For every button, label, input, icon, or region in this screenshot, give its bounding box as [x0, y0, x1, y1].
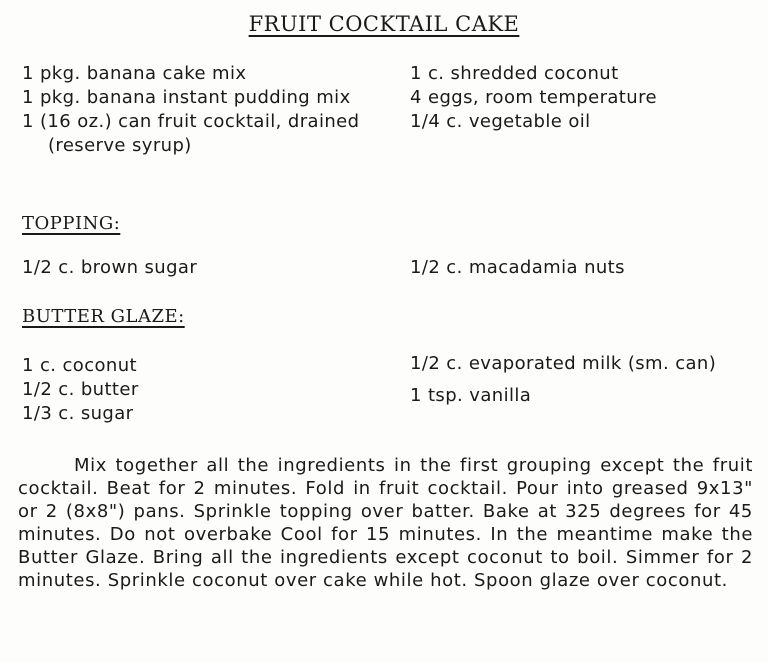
ingredient-item: 1/2 c. brown sugar: [22, 257, 198, 278]
ingredient-item: 1 tsp. vanilla: [410, 385, 532, 406]
topping-heading: TOPPING:: [22, 213, 121, 234]
butter-glaze-right: [410, 352, 750, 408]
butter-glaze-heading: BUTTER GLAZE:: [22, 306, 185, 327]
ingredient-item: 1 pkg. banana instant pudding mix: [22, 87, 351, 108]
ingredient-item: 1/4 c. vegetable oil: [410, 111, 591, 132]
ingredient-item: 1 pkg. banana cake mix: [22, 63, 247, 84]
topping-left: [22, 256, 392, 280]
ingredient-item: 4 eggs, room temperature: [410, 87, 657, 108]
ingredient-item: 1/2 c. butter: [22, 379, 139, 400]
ingredient-item: 1/2 c. macadamia nuts: [410, 257, 625, 278]
ingredient-item: 1/2 c. evaporated milk (sm. can): [410, 353, 717, 374]
butter-glaze-left: [22, 354, 392, 426]
ingredient-item: 1/3 c. sugar: [22, 403, 134, 424]
ingredient-item: 1 (16 oz.) can fruit cocktail, drained (reserve syrup): [22, 111, 360, 156]
main-ingredients-right: [410, 62, 755, 134]
ingredient-item: 1 c. coconut: [22, 355, 138, 376]
recipe-directions: Mix together all the ingredients in the first grouping except the fruit cocktail. Beat for 2 minutes. Fold in fruit cocktail. Pour into greased 9x13" or 2 (8x8") pans. Sprinkle topping over batter. Bake at 325 degrees for 45 minutes. Do not overbake Cool for 15 minutes. In the meantime make the Butter Glaze. Bring all the ingredients except coconut to boil. Simmer for 2 minutes. Sprinkle coconut over cake while hot. Spoon glaze over coconut.: [18, 455, 753, 591]
topping-right: [410, 256, 755, 280]
recipe-title: FRUIT COCKTAIL CAKE: [248, 12, 520, 36]
ingredient-item: 1 c. shredded coconut: [410, 63, 619, 84]
main-ingredients-left: [22, 62, 392, 158]
